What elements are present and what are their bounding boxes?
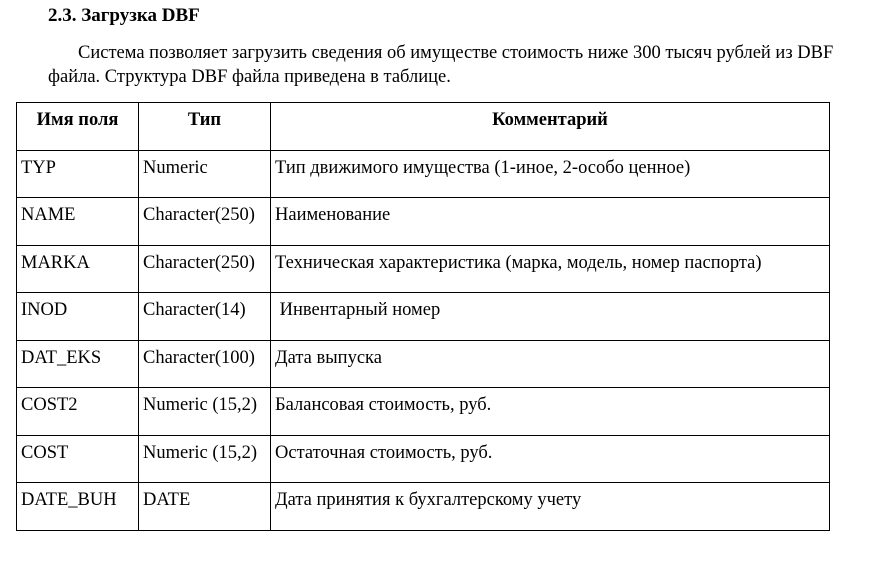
cell-field-name: COST bbox=[17, 435, 139, 483]
intro-paragraph: Система позволяет загрузить сведения об имуществе стоимость ниже 300 тысяч рублей из DBF файла. Структура DBF файла приведена в таблице. bbox=[48, 43, 834, 87]
table-row bbox=[17, 293, 830, 341]
cell-field-name: TYP bbox=[17, 150, 139, 198]
cell-type: DATE bbox=[139, 483, 271, 531]
table-header-row bbox=[17, 103, 830, 151]
cell-type: Character(250) bbox=[139, 198, 271, 246]
header-type: Тип bbox=[139, 103, 271, 151]
cell-type: Numeric (15,2) bbox=[139, 388, 271, 436]
cell-type: Numeric bbox=[139, 150, 271, 198]
cell-comment: Инвентарный номер bbox=[271, 293, 830, 341]
cell-type: Character(14) bbox=[139, 293, 271, 341]
section-heading: 2.3. Загрузка DBF bbox=[48, 5, 200, 26]
dbf-structure-table bbox=[16, 102, 830, 531]
cell-comment: Тип движимого имущества (1-иное, 2-особо ценное) bbox=[271, 150, 830, 198]
table-row bbox=[17, 198, 830, 246]
cell-comment: Дата выпуска bbox=[271, 340, 830, 388]
table-row bbox=[17, 483, 830, 531]
cell-comment: Балансовая стоимость, руб. bbox=[271, 388, 830, 436]
cell-type: Numeric (15,2) bbox=[139, 435, 271, 483]
table-row bbox=[17, 150, 830, 198]
table-row bbox=[17, 245, 830, 293]
cell-comment: Остаточная стоимость, руб. bbox=[271, 435, 830, 483]
cell-field-name: COST2 bbox=[17, 388, 139, 436]
cell-type: Character(100) bbox=[139, 340, 271, 388]
cell-field-name: DAT_EKS bbox=[17, 340, 139, 388]
table-row bbox=[17, 435, 830, 483]
cell-comment: Наименование bbox=[271, 198, 830, 246]
cell-type: Character(250) bbox=[139, 245, 271, 293]
table-row bbox=[17, 388, 830, 436]
cell-field-name: NAME bbox=[17, 198, 139, 246]
table-row bbox=[17, 340, 830, 388]
header-field-name: Имя поля bbox=[17, 103, 139, 151]
cell-comment: Техническая характеристика (марка, модель, номер паспорта) bbox=[271, 245, 830, 293]
cell-field-name: INOD bbox=[17, 293, 139, 341]
cell-field-name: DATE_BUH bbox=[17, 483, 139, 531]
cell-field-name: MARKA bbox=[17, 245, 139, 293]
header-comment: Комментарий bbox=[271, 103, 830, 151]
cell-comment: Дата принятия к бухгалтерскому учету bbox=[271, 483, 830, 531]
